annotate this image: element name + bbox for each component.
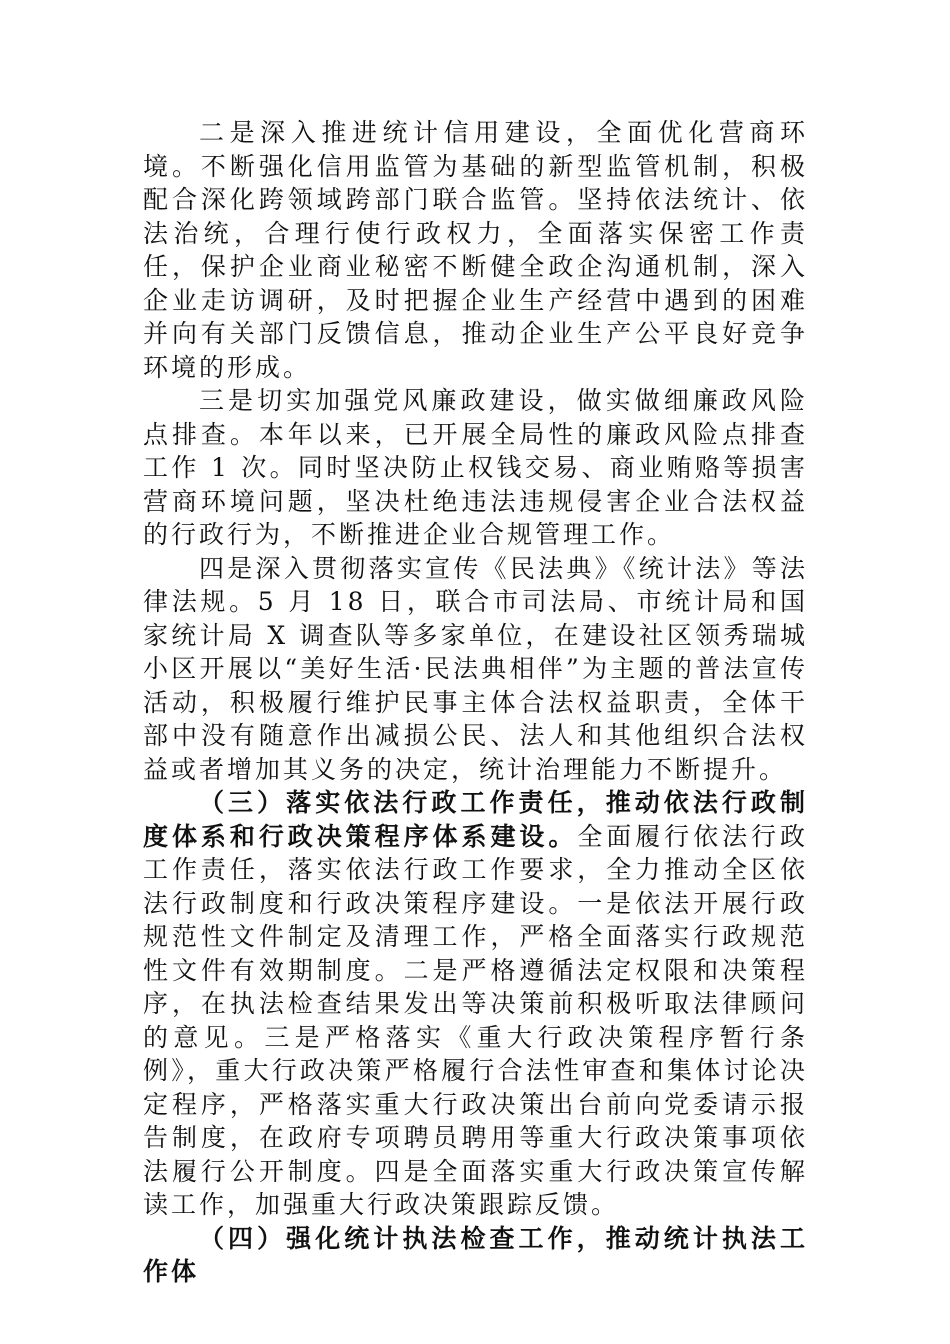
- paragraph-text: 四是深入贯彻落实宣传《民法典》《统计法》等法律法规。5 月 18 日，联合市司法局、市统计局和国家统计局 X 调查队等多家单位，在建设社区领秀瑞城小区开展以“美好生活·民法典相伴”为主题的普法宣传活动，积极履行维护民事主体合法权益职责，全体干部中没有随意作出减损公民、法人和其他组织合法权益或者增加其义务的决定，统计治理能力不断提升。: [143, 553, 808, 784]
- section-four-paragraph: [143, 1222, 808, 1289]
- paragraph-anti-corruption: [143, 384, 808, 552]
- paragraph-credit-construction: [143, 116, 808, 384]
- section-three-paragraph: [143, 786, 808, 1222]
- section-four-heading: （四）强化统计执法检查工作，推动统计执法工作体: [143, 1223, 808, 1286]
- section-three-heading: （三）落实依法行政工作责任，推动依法行政制度体系和行政决策程序体系建设。: [143, 788, 808, 851]
- paragraph-text: 二是深入推进统计信用建设，全面优化营商环境。不断强化信用监管为基础的新型监管机制，积极配合深化跨领域跨部门联合监管。坚持依法统计、依法治统，合理行使行政权力，全面落实保密工作责任，保护企业商业秘密不断健全政企沟通机制，深入企业走访调研，及时把握企业生产经营中遇到的困难并向有关部门反馈信息，推动企业生产公平良好竞争环境的形成。: [143, 118, 808, 382]
- paragraph-text: 三是切实加强党风廉政建设，做实做细廉政风险点排查。本年以来，已开展全局性的廉政风险点排查工作 1 次。同时坚决防止权钱交易、商业贿赂等损害营商环境问题，坚决杜绝违法违规侵害企业合法权益的行政行为，不断推进企业合规管理工作。: [143, 386, 808, 549]
- paragraph-law-publicity: [143, 552, 808, 787]
- document-body: [143, 116, 808, 1289]
- paragraph-text: 全面履行依法行政工作责任，落实依法行政工作要求，全力推动全区依法行政制度和行政决策程序建设。一是依法开展行政规范性文件制定及清理工作，严格全面落实行政规范性文件有效期制度。二是严格遵循法定权限和决策程序，在执法检查结果发出等决策前积极听取法律顾问的意见。三是严格落实《重大行政决策程序暂行条例》，重大行政决策严格履行合法性审查和集体讨论决定程序，严格落实重大行政决策出台前向党委请示报告制度，在政府专项聘员聘用等重大行政决策事项依法履行公开制度。四是全面落实重大行政决策宣传解读工作，加强重大行政决策跟踪反馈。: [143, 821, 808, 1219]
